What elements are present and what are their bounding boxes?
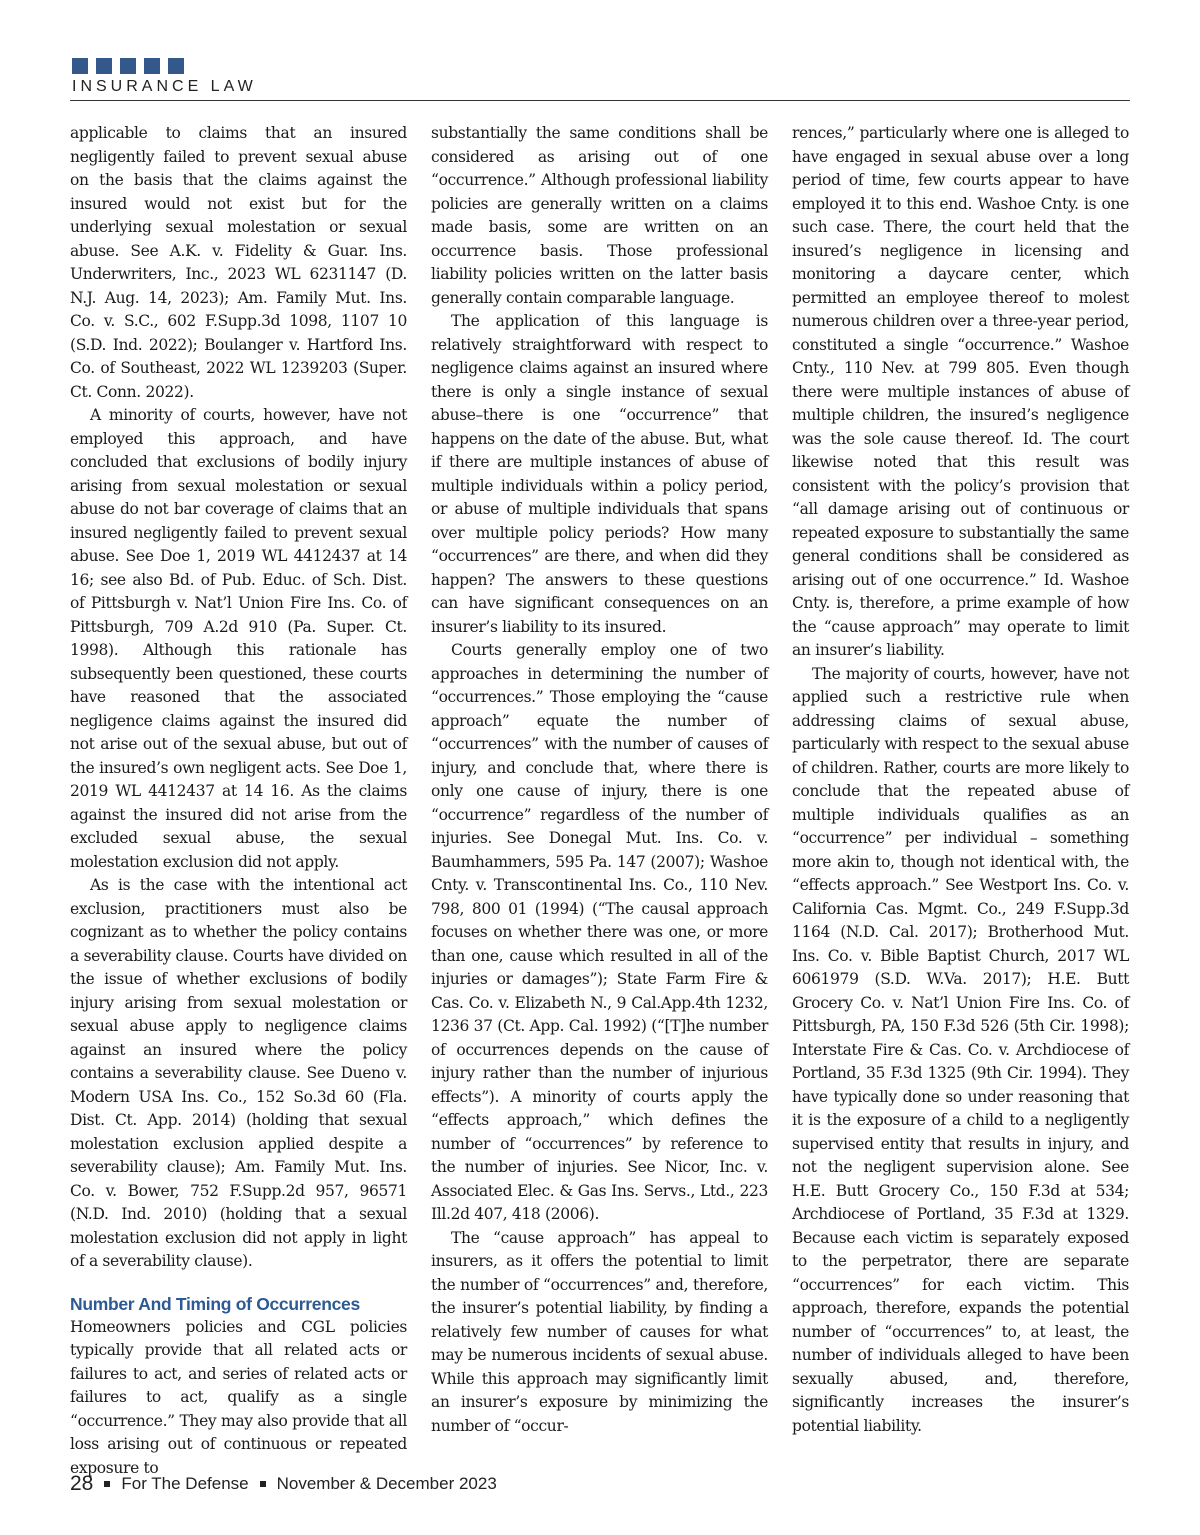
- publication-name: For The Defense: [121, 1474, 249, 1493]
- section-label: INSURANCE LAW: [72, 78, 257, 95]
- paragraph: applicable to claims that an insured negligently failed to prevent sexual abuse on the basis that the claims against the insured would not exist but for the underlying sexual molestation or sexual abuse. See A.K. v. Fidelity & Guar. Ins. Underwriters, Inc., 2023 WL 6231147 (D. N.J. Aug. 14, 2023); Am. Family Mut. Ins. Co. v. S.C., 602 F.Supp.3d 1098, 1107 10 (S.D. Ind. 2022); Boulanger v. Hartford Ins. Co. of Southeast, 2022 WL 1239203 (Super. Ct. Conn. 2022).: [70, 124, 407, 401]
- paragraph: Homeowners policies and CGL policies typically provide that all related acts or failures to act, and series of related acts or failures to act, qualify as a single “occurrence.” They may also provide that all loss arising out of continuous or repeated exposure to: [70, 1317, 407, 1477]
- header-square: [72, 58, 88, 74]
- paragraph: Courts generally employ one of two approaches in determining the number of “occurrences.” Those employing the “cause approach” equate the number of “occurrences” with the number of causes of injury, and conclude that, where there is only one cause of injury, there is one “occurrence” regardless of the number of injuries. See Donegal Mut. Ins. Co. v. Baumhammers, 595 Pa. 147 (2007); Washoe Cnty. v. Transcontinental Ins. Co., 110 Nev. 798, 800 01 (1994) (“The causal approach focuses on whether there was one, or more than one, cause which resulted in all of the injuries or damages”); State Farm Fire & Cas. Co. v. Elizabeth N., 9 Cal.App.4th 1232, 1236 37 (Ct. App. Cal. 1992) (“[T]he number of occurrences depends on the cause of injury rather than the number of injurious effects”). A minority of courts apply the “effects approach,” which defines the number of “occurrences” by reference to the number of injuries. See Nicor, Inc. v. Associated Elec. & Gas Ins. Servs., Ltd., 223 Ill.2d 407, 418 (2006).: [431, 641, 768, 1223]
- page-footer: [70, 1472, 497, 1496]
- article-body: [70, 122, 1130, 1480]
- header-square: [168, 58, 184, 74]
- paragraph: The majority of courts, however, have not applied such a restrictive rule when addressing claims of sexual abuse, particularly with respect to the sexual abuse of children. Rather, courts are more likely to conclude that the repeated abuse of multiple individuals qualifies as an “occurrence” per individual – something more akin to, though not identical with, the “effects approach.” See Westport Ins. Co. v. California Cas. Mgmt. Co., 249 F.Supp.3d 1164 (N.D. Cal. 2017); Brotherhood Mut. Ins. Co. v. Bible Baptist Church, 2017 WL 6061979 (S.D. W.Va. 2017); H.E. Butt Grocery Co. v. Nat’l Union Fire Ins. Co. of Pittsburgh, PA, 150 F.3d 526 (5th Cir. 1998); Interstate Fire & Cas. Co. v. Archdiocese of Portland, 35 F.3d 1325 (9th Cir. 1994). They have typically done so under reasoning that it is the exposure of a child to a negligently supervised entity that results in injury, and not the negligent supervision alone. See H.E. Butt Grocery Co., 150 F.3d at 534; Archdiocese of Portland, 35 F.3d at 1329. Because each victim is separately exposed to the perpetrator, there are separate “occurrences” for each victim. This approach, therefore, expands the potential number of “occurrences” to, at least, the number of individuals alleged to have been sexually abused, and, therefore, significantly increases the insurer’s potential liability.: [792, 664, 1129, 1435]
- column-2: [431, 122, 768, 1480]
- paragraph: As is the case with the intentional act exclusion, practitioners must also be cognizant as to whether the policy contains a severability clause. Courts have divided on the issue of whether exclusions of bodily injury arising from sexual molestation or sexual abuse apply to negligence claims against an insured where the policy contains a severability clause. See Dueno v. Modern USA Ins. Co., 152 So.3d 60 (Fla. Dist. Ct. App. 2014) (holding that sexual molestation exclusion applied despite a severability clause); Am. Family Mut. Ins. Co. v. Bower, 752 F.Supp.2d 957, 96571 (N.D. Ind. 2010) (holding that a sexual molestation exclusion did not apply in light of a severability clause).: [70, 876, 407, 1270]
- paragraph: The “cause approach” has appeal to insurers, as it offers the potential to limit the number of “occurrences” and, therefore, the insurer’s potential liability, by finding a relatively few number of causes for what may be numerous incidents of sexual abuse. While this approach may significantly limit an insurer’s exposure by minimizing the number of “occur-: [431, 1228, 768, 1435]
- paragraph: A minority of courts, however, have not employed this approach, and have concluded that exclusions of bodily injury arising from sexual molestation or sexual abuse do not bar coverage of claims that an insured negligently failed to prevent sexual abuse. See Doe 1, 2019 WL 4412437 at 14 16; see also Bd. of Pub. Educ. of Sch. Dist. of Pittsburgh v. Nat’l Union Fire Ins. Co. of Pittsburgh, 709 A.2d 910 (Pa. Super. Ct. 1998). Although this rationale has subsequently been questioned, these courts have reasoned that the associated negligence claims against the insured did not arise out of the sexual abuse, but out of the insured’s own negligent acts. See Doe 1, 2019 WL 4412437 at 14 16. As the claims against the insured did not arise from the excluded sexual abuse, the sexual molestation exclusion did not apply.: [70, 406, 407, 871]
- bullet-separator: [260, 1481, 266, 1487]
- paragraph: The application of this language is relatively straightforward with respect to negligence claims against an insured where there is only a single instance of sexual abuse–there is one “occurrence” that happens on the date of the abuse. But, what if there are multiple instances of abuse of multiple individuals within a policy period, or abuse of multiple individuals that spans over multiple policy periods? How many “occurrences” are there, and when did they happen? The answers to these questions can have significant consequences on an insurer’s liability to its insured.: [431, 312, 768, 636]
- issue-date: November & December 2023: [276, 1474, 497, 1493]
- paragraph: substantially the same conditions shall be considered as arising out of one “occurrence.” Although professional liability policies are generally written on a claims made basis, some are written on an occurrence basis. Those professional liability policies written on the latter basis generally contain comparable language.: [431, 124, 768, 307]
- bullet-separator: [104, 1481, 110, 1487]
- section-heading: Number And Timing of Occurrences: [70, 1293, 360, 1314]
- header-squares: [72, 58, 184, 74]
- header-square: [144, 58, 160, 74]
- column-1: [70, 122, 407, 1480]
- header-square: [96, 58, 112, 74]
- header-rule: [70, 100, 1130, 101]
- paragraph: rences,” particularly where one is alleged to have engaged in sexual abuse over a long period of time, few courts appear to have employed it to this end. Washoe Cnty. is one such case. There, the court held that the insured’s negligence in licensing and monitoring a daycare center, which permitted an employee thereof to molest numerous children over a three-year period, constituted a single “occurrence.” Washoe Cnty., 110 Nev. at 799 805. Even though there were multiple instances of abuse of multiple children, the insured’s negligence was the sole cause thereof. Id. The court likewise noted that this result was consistent with the policy’s provision that “all damage arising out of continuous or repeated exposure to substantially the same general conditions shall be considered as arising out of one occurrence.” Id. Washoe Cnty. is, therefore, a prime example of how the “cause approach” may operate to limit an insurer’s liability.: [792, 124, 1129, 659]
- header-square: [120, 58, 136, 74]
- column-3: [792, 122, 1129, 1480]
- page-number: 28: [70, 1472, 94, 1495]
